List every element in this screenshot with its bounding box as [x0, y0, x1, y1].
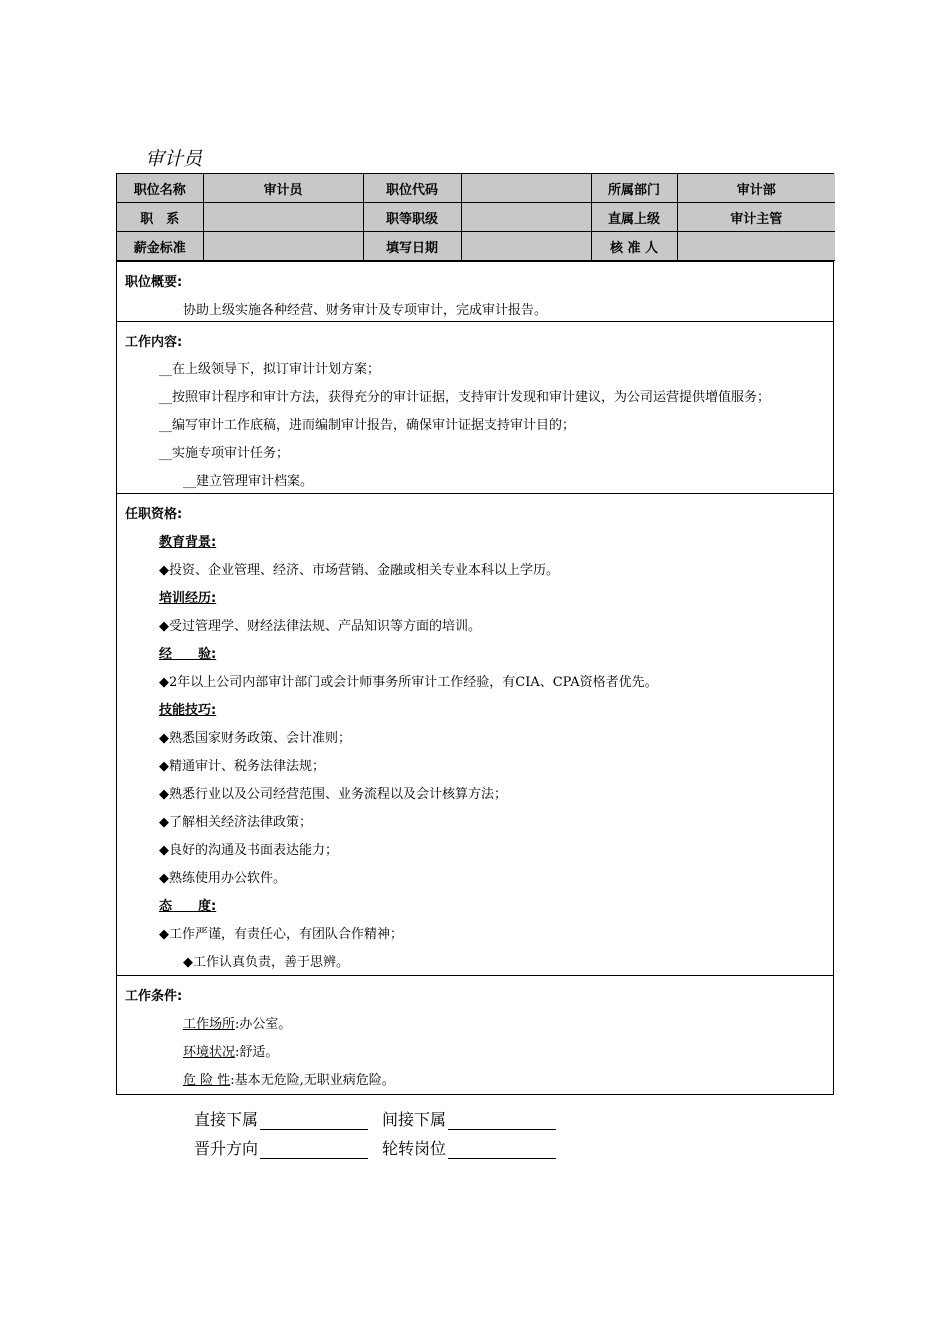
- skill-item: ◆熟练使用办公软件。: [159, 871, 286, 886]
- section-title: 工作内容:: [125, 335, 183, 350]
- attitude-item: ◆工作严谨，有责任心，有团队合作精神；: [159, 927, 403, 942]
- indirect-subordinate-field: [382, 1107, 556, 1130]
- condition-risk: [183, 1069, 395, 1088]
- header-row: [117, 203, 835, 232]
- header-value: 审计主管: [677, 203, 835, 232]
- qualifications-section: [117, 493, 833, 975]
- header-value: [461, 232, 591, 261]
- place-label: 工作场所: [183, 1017, 236, 1032]
- experience-label: 经 验:: [159, 647, 217, 662]
- header-label: 职位代码: [363, 174, 461, 203]
- skill-item: ◆了解相关经济法律政策；: [159, 815, 312, 830]
- duty-item: __建立管理审计档案。: [183, 474, 314, 489]
- promotion-blank: [260, 1144, 368, 1159]
- skill-item: ◆精通审计、税务法律法规；: [159, 759, 325, 774]
- promotion-field: [194, 1136, 368, 1159]
- duty-item: __编写审计工作底稿，进而编制审计报告，确保审计证据支持审计目的；: [159, 418, 576, 433]
- direct-subordinate-label: 直接下属: [194, 1110, 259, 1129]
- condition-place: [183, 1013, 291, 1032]
- attitude-label: 态 度:: [159, 899, 217, 914]
- header-value: [461, 203, 591, 232]
- section-title: 职位概要:: [125, 275, 183, 290]
- skills-label: 技能技巧:: [159, 703, 217, 718]
- direct-subordinate-blank: [260, 1115, 368, 1130]
- header-label: 直属上级: [591, 203, 677, 232]
- page-title: 审计员: [145, 148, 203, 170]
- header-row: [117, 174, 835, 203]
- job-description-form: [116, 173, 834, 1095]
- condition-env: [183, 1041, 278, 1060]
- overview-section: [117, 261, 833, 321]
- env-label: 环境状况: [183, 1045, 236, 1060]
- header-value: [203, 232, 363, 261]
- env-value: :舒适。: [235, 1045, 279, 1060]
- risk-label: 危 险 性: [183, 1073, 231, 1088]
- overview-text: 协助上级实施各种经营、财务审计及专项审计，完成审计报告。: [183, 303, 548, 318]
- header-value: [677, 232, 835, 261]
- education-label: 教育背景:: [159, 535, 217, 550]
- skill-item: ◆良好的沟通及书面表达能力；: [159, 843, 338, 858]
- indirect-subordinate-label: 间接下属: [382, 1110, 447, 1129]
- attitude-item: ◆工作认真负责，善于思辨。: [183, 955, 349, 970]
- indirect-subordinate-blank: [448, 1115, 556, 1130]
- header-value: 审计员: [203, 174, 363, 203]
- header-label: 核 准 人: [591, 232, 677, 261]
- duty-item: __按照审计程序和审计方法，获得充分的审计证据，支持审计发现和审计建议，为公司运营提供增值服务；: [159, 390, 771, 405]
- header-label: 职等职级: [363, 203, 461, 232]
- duties-section: [117, 321, 833, 493]
- header-value: 审计部: [677, 174, 835, 203]
- promotion-label: 晋升方向: [194, 1139, 259, 1158]
- header-row: [117, 232, 835, 261]
- header-table: [117, 174, 835, 261]
- direct-subordinate-field: [194, 1107, 368, 1130]
- risk-value: :基本无危险,无职业病危险。: [230, 1073, 395, 1088]
- rotation-label: 轮转岗位: [382, 1139, 447, 1158]
- header-label: 职 系: [117, 203, 203, 232]
- rotation-blank: [448, 1144, 556, 1159]
- duty-item: __在上级领导下，拟订审计计划方案；: [159, 362, 381, 377]
- experience-text: ◆2年以上公司内部审计部门或会计师事务所审计工作经验，有CIA、CPA资格者优先。: [159, 675, 658, 690]
- rotation-field: [382, 1136, 556, 1159]
- skill-item: ◆熟悉国家财务政策、会计准则；: [159, 731, 351, 746]
- header-label: 所属部门: [591, 174, 677, 203]
- training-text: ◆受过管理学、财经法律法规、产品知识等方面的培训。: [159, 619, 481, 634]
- conditions-section: [117, 975, 833, 1094]
- skill-item: ◆熟悉行业以及公司经营范围、业务流程以及会计核算方法；: [159, 787, 507, 802]
- header-value: [203, 203, 363, 232]
- section-title: 任职资格:: [125, 507, 183, 522]
- place-value: :办公室。: [235, 1017, 292, 1032]
- education-text: ◆投资、企业管理、经济、市场营销、金融或相关专业本科以上学历。: [159, 563, 559, 578]
- header-label: 填写日期: [363, 232, 461, 261]
- duty-item: __实施专项审计任务；: [159, 446, 290, 461]
- header-value: [461, 174, 591, 203]
- training-label: 培训经历:: [159, 591, 217, 606]
- header-label: 薪金标准: [117, 232, 203, 261]
- section-title: 工作条件:: [125, 989, 183, 1004]
- header-label: 职位名称: [117, 174, 203, 203]
